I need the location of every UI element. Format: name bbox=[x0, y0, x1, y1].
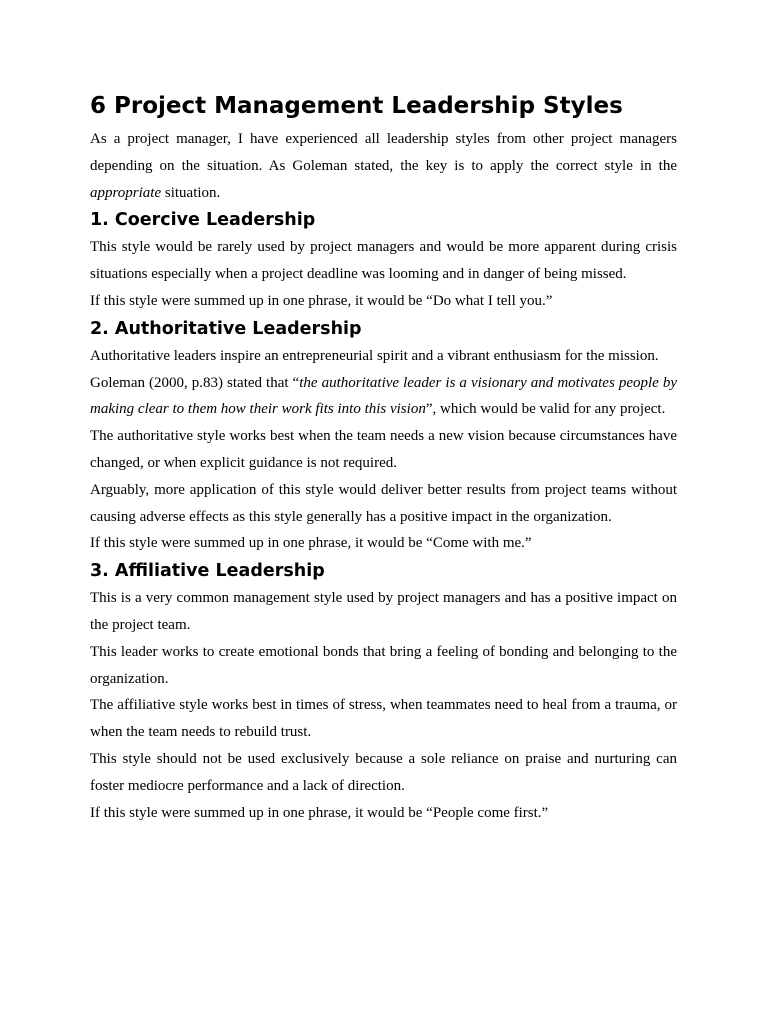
document-page bbox=[90, 88, 677, 826]
intro-paragraph bbox=[90, 126, 677, 206]
paragraph: This style would be rarely used by project managers and would be more apparent during crisis situations especially when a project deadline was looming and in danger of being missed. bbox=[90, 239, 677, 283]
paragraph: If this style were summed up in one phrase, it would be “Come with me.” bbox=[90, 535, 532, 552]
quote-intro: Goleman (2000, p.83) stated that “ bbox=[90, 374, 300, 391]
paragraph: This leader works to create emotional bonds that bring a feeling of bonding and belonging to the organization. bbox=[90, 643, 677, 687]
paragraph: The affiliative style works best in times of stress, when teammates need to heal from a trauma, or when the team needs to rebuild trust. bbox=[90, 697, 677, 741]
paragraph: The authoritative style works best when the team needs a new vision because circumstances have changed, or when explicit guidance is not required. bbox=[90, 428, 677, 471]
intro-text: As a project manager, I have experienced all leadership styles from other project managers depending on the situation. As Goleman stated, the key is to apply the correct style in the bbox=[90, 131, 677, 174]
paragraph: This is a very common management style used by project managers and has a positive impact on the project team. bbox=[90, 590, 677, 633]
paragraph: Authoritative leaders inspire an entrepreneurial spirit and a vibrant enthusiasm for the mission. bbox=[90, 347, 659, 364]
paragraph: Arguably, more application of this style would deliver better results from project teams without causing adverse effects as this style generally has a positive impact in the organization. bbox=[90, 481, 677, 525]
quote-paragraph bbox=[90, 370, 677, 424]
paragraph: This style should not be used exclusively because a sole reliance on praise and nurturing can foster mediocre performance and a lack of direction. bbox=[90, 750, 677, 794]
document-title: 6 Project Management Leadership Styles bbox=[90, 93, 623, 119]
quote-text: the authoritative leader is a visionary and motivates people by making clear to them how their work fits into this vision bbox=[90, 374, 677, 418]
section-heading-authoritative: 2. Authoritative Leadership bbox=[90, 318, 362, 339]
quote-end: ”, which would be valid for any project. bbox=[425, 401, 666, 418]
paragraph: If this style were summed up in one phrase, it would be “People come first.” bbox=[90, 804, 549, 821]
intro-emphasis: appropriate bbox=[90, 184, 162, 201]
section-heading-coercive: 1. Coercive Leadership bbox=[90, 210, 316, 231]
paragraph: If this style were summed up in one phrase, it would be “Do what I tell you.” bbox=[90, 292, 553, 309]
intro-text-end: situation. bbox=[161, 184, 221, 201]
section-heading-affiliative: 3. Affiliative Leadership bbox=[90, 561, 325, 582]
